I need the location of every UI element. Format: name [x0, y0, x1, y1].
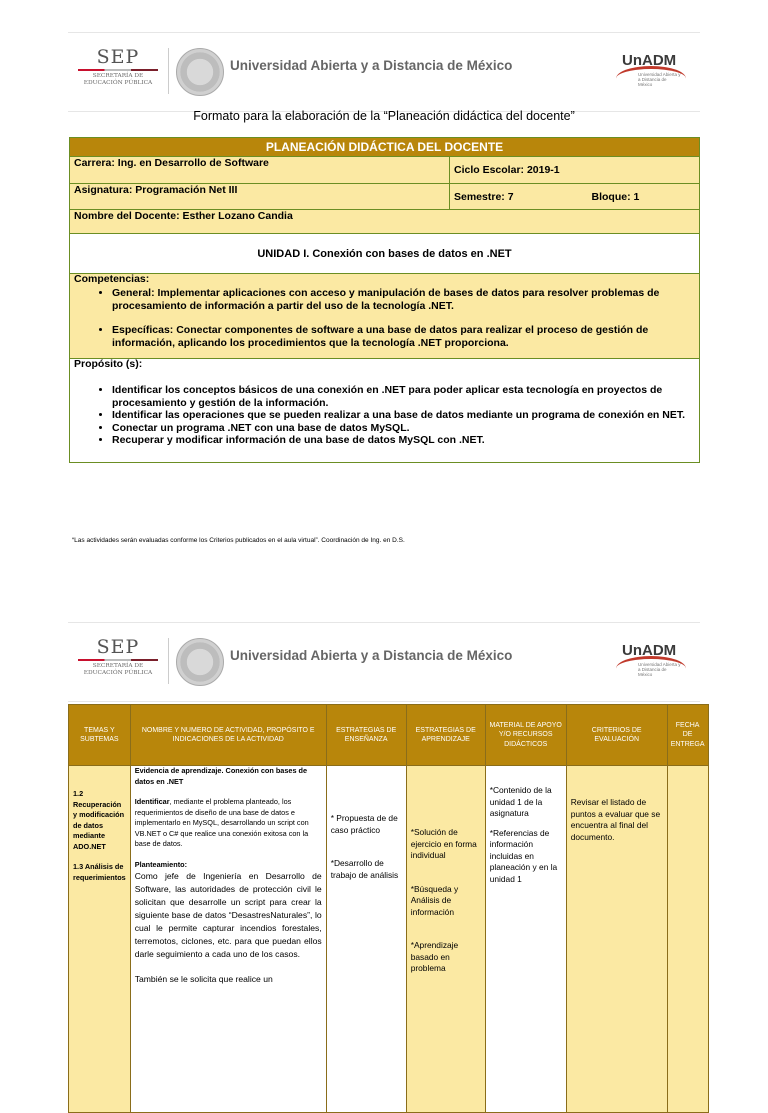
- competencias-list: [74, 287, 695, 349]
- footnote: “Las actividades serán evaluadas conforme los Criterios publicados en el aula virtual”. Coordinación de Ing. en D.S.: [72, 537, 405, 544]
- material-item: *Referencias de información incluidas en planeación y en la unidad 1: [489, 827, 558, 884]
- unadm-logo: [614, 46, 694, 96]
- ensenanza-item: * Propuesta de de caso práctico: [330, 813, 398, 835]
- logo-divider: [168, 48, 169, 94]
- proposito-label: Propósito (s):: [74, 358, 143, 370]
- propositos-list: [74, 384, 695, 447]
- document-title: Formato para la elaboración de la “Planeación didáctica del docente”: [193, 109, 575, 123]
- sep-logo: [72, 636, 164, 686]
- unidad-title: UNIDAD I. Conexión con bases de datos en .NET: [257, 247, 512, 260]
- aprendizaje-item: *Aprendizaje basado en problema: [410, 940, 459, 973]
- docente-cell: [70, 210, 700, 234]
- unadm-logo-text: UnADM: [622, 52, 677, 69]
- carrera-cell: [70, 157, 450, 184]
- planteamiento-label: Planteamiento:: [134, 859, 188, 869]
- aprendizaje-cell: [406, 766, 485, 1113]
- material-cell: [485, 766, 566, 1113]
- proposito-item: • Recuperar y modificar información de una base de datos MySQL con .NET.: [112, 434, 695, 447]
- unidad-cell: [70, 234, 700, 274]
- temas-cell: [69, 766, 131, 1113]
- aprendizaje-item: *Búsqueda y Análisis de información: [410, 883, 459, 917]
- university-name: Universidad Abierta y a Distancia de México: [230, 58, 513, 73]
- material-item: *Contenido de la unidad 1 de la asignatura: [489, 785, 552, 818]
- mexico-seal-icon: [176, 638, 224, 686]
- university-name: Universidad Abierta y a Distancia de México: [230, 648, 513, 663]
- proposito-item: • Identificar las operaciones que se pueden realizar a una base de datos mediante un programa de conexión en NET.: [112, 409, 695, 422]
- header-actividad: NOMBRE Y NUMERO DE ACTIVIDAD, PROPÓSITO E INDICACIONES DE LA ACTIVIDAD: [130, 705, 326, 766]
- ciclo-text: Ciclo Escolar: 2019-1: [454, 164, 560, 176]
- planning-table: [69, 137, 700, 463]
- banner-top-rule: [68, 622, 700, 623]
- competencia-item: • General: Implementar aplicaciones con acceso y manipulación de bases de datos para resolver problemas de procesamiento de información a partir del uso de la tecnología .NET.: [112, 287, 695, 312]
- header-temas: TEMAS Y SUBTEMAS: [69, 705, 131, 766]
- semestre-bloque-cell: [450, 184, 700, 210]
- sep-subtitle-line2: EDUCACIÓN PÚBLICA: [83, 80, 153, 86]
- unadm-subtitle: Universidad Abierta y a Distancia de México: [638, 72, 681, 87]
- competencias-cell: [70, 274, 700, 359]
- unadm-logo: [614, 636, 694, 686]
- carrera-text: Carrera: Ing. en Desarrollo de Software: [74, 157, 269, 169]
- banner-bottom-rule: [68, 701, 700, 702]
- header-fecha: FECHA DE ENTREGA: [667, 705, 708, 766]
- header-aprendizaje: ESTRATEGIAS DE APRENDIZAJE: [406, 705, 485, 766]
- sep-logo-text: SEP: [96, 636, 140, 658]
- header-ensenanza: ESTRATEGIAS DE ENSEÑANZA: [326, 705, 406, 766]
- activities-table: [68, 704, 709, 1113]
- aprendizaje-item: *Solución de ejercicio en forma individual: [410, 827, 477, 860]
- identificar-text: , mediante el problema planteado, los requerimientos de diseño de una base de datos e implementarlo en MySQL, desarrollando un script con VB.NET o C# que realice una conexión exitosa con la base de datos.: [134, 797, 309, 848]
- criterios-cell: [566, 766, 667, 1113]
- docente-text: Nombre del Docente: Esther Lozano Candia: [74, 210, 293, 222]
- sep-subtitle-line1: SECRETARÍA DE: [92, 73, 144, 79]
- proposito-item: • Identificar los conceptos básicos de una conexión en .NET para poder aplicar esta tecnología en proyectos de procesamiento y gestión de la información.: [112, 384, 695, 409]
- proposito-cell: [70, 359, 700, 463]
- header-criterios: CRITERIOS DE EVALUACIÓN: [566, 705, 667, 766]
- evidencia-title: Evidencia de aprendizaje. Conexión con bases de datos en .NET: [134, 766, 308, 786]
- unadm-subtitle: Universidad Abierta y a Distancia de México: [638, 662, 681, 677]
- fecha-cell: [667, 766, 708, 1113]
- tema-1: 1.2 Recuperación y modificación de datos mediante ADO.NET: [73, 789, 125, 851]
- asignatura-cell: [70, 184, 450, 210]
- asignatura-text: Asignatura: Programación Net III: [74, 184, 238, 196]
- identificar-paragraph: [135, 797, 322, 850]
- header-material: MATERIAL DE APOYO Y/O RECURSOS DIDÁCTICOS: [485, 705, 566, 766]
- ensenanza-cell: [326, 766, 406, 1113]
- sep-logo-text: SEP: [96, 46, 140, 68]
- tema-2: 1.3 Análisis de requerimientos: [73, 862, 126, 882]
- mexico-seal-icon: [176, 48, 224, 96]
- sep-subtitle-line2: EDUCACIÓN PÚBLICA: [83, 670, 153, 676]
- logo-divider: [168, 638, 169, 684]
- actividad-cell: [130, 766, 326, 1113]
- header-banner-second: [68, 622, 700, 702]
- tambien-text: También se le solicita que realice un: [134, 974, 273, 984]
- sep-logo: [72, 46, 164, 96]
- ensenanza-item: *Desarrollo de trabajo de análisis: [330, 858, 399, 880]
- sep-logo-rule: [78, 69, 158, 71]
- header-banner-top: [68, 32, 700, 112]
- ciclo-cell: [450, 157, 700, 184]
- sep-logo-rule: [78, 659, 158, 661]
- competencia-item: • Específicas: Conectar componentes de software a una base de datos para realizar el proceso de gestión de información, aplicando los procedimientos que la tecnología .NET proporciona.: [112, 324, 695, 349]
- sep-subtitle-line1: SECRETARÍA DE: [92, 663, 144, 669]
- proposito-item: • Conectar un programa .NET con una base de datos MySQL.: [112, 422, 695, 435]
- competencias-label: Competencias:: [74, 273, 150, 285]
- criterios-text: Revisar el listado de puntos a evaluar que se encuentra al final del documento.: [570, 797, 661, 842]
- planning-heading: PLANEACIÓN DIDÁCTICA DEL DOCENTE: [70, 138, 700, 157]
- bloque-text: Bloque: 1: [591, 190, 640, 203]
- semestre-text: Semestre: 7: [454, 190, 514, 203]
- identificar-label: Identificar: [134, 797, 170, 806]
- unadm-logo-text: UnADM: [622, 642, 677, 659]
- banner-top-rule: [68, 32, 700, 33]
- planteamiento-text: Como jefe de Ingeniería en Desarrollo de Software, las autoridades de protección civil le solicitan que desarrolle un script para crear la siguiente base de datos “DesastresNaturales”, lo cual le permite capturar incendios forestales, terremotos, ciclones, etc. para que puedan ellos darle seguimiento a cada uno de los casos.: [134, 871, 322, 959]
